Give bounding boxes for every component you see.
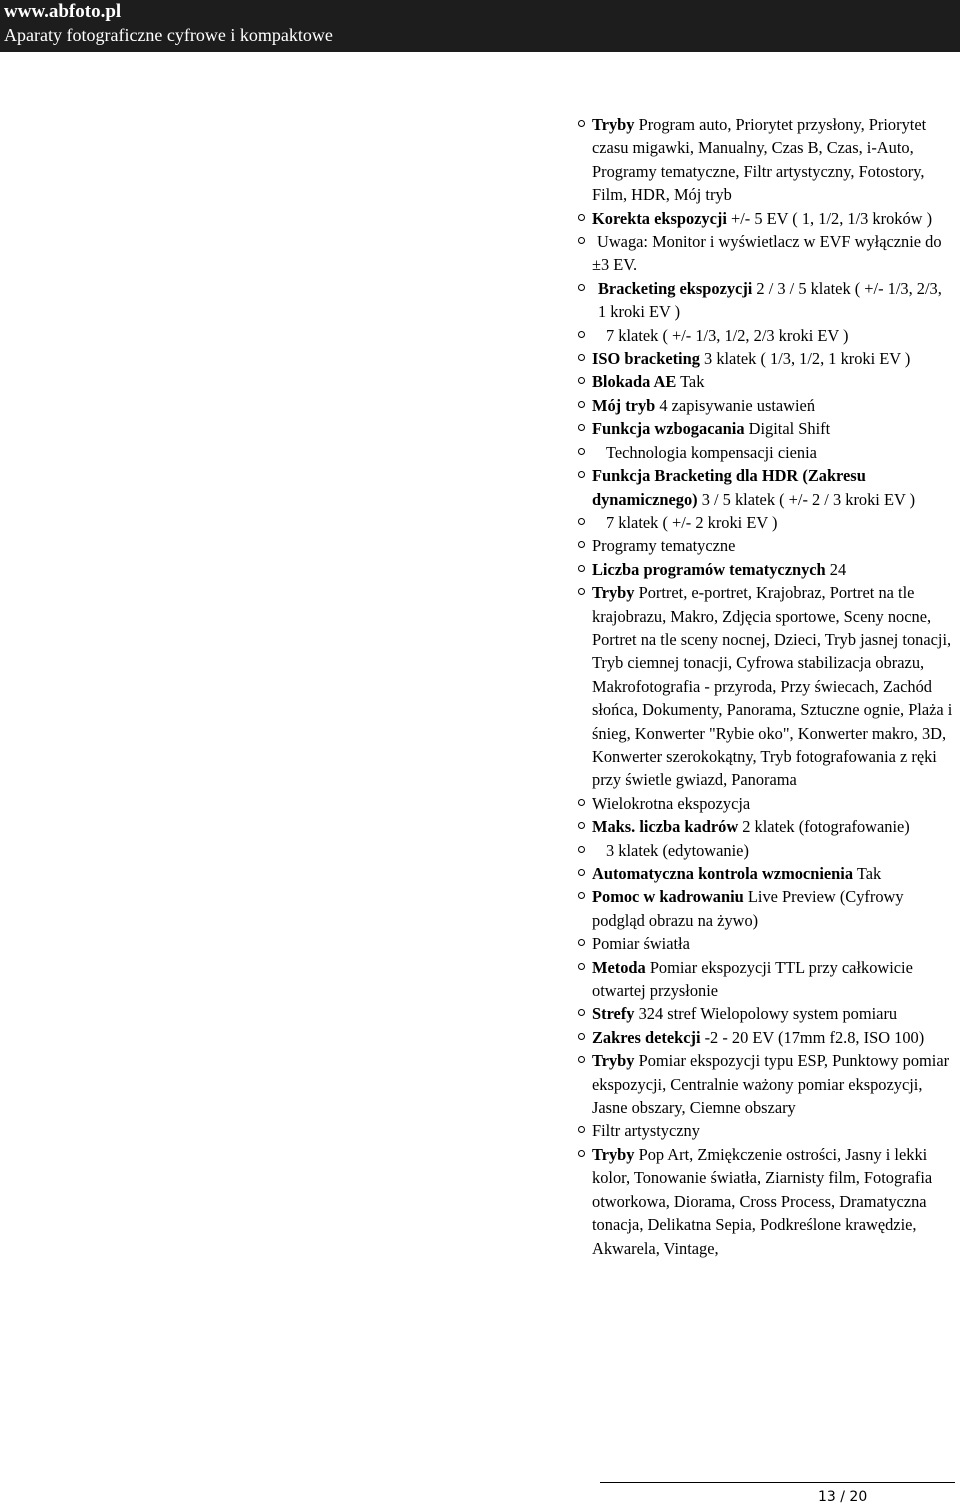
spec-item: Funkcja Bracketing dla HDR (Zakresu dynamicznego) 3 / 5 klatek ( +/- 2 / 3 kroki EV ): [592, 464, 954, 511]
circle-bullet-icon: [578, 869, 585, 876]
spec-item: Blokada AE Tak: [592, 370, 954, 393]
circle-bullet-icon: [578, 822, 585, 829]
circle-bullet-icon: [578, 588, 585, 595]
spec-list: [0, 113, 960, 1260]
circle-bullet-icon: [578, 1126, 585, 1133]
circle-bullet-icon: [578, 120, 585, 127]
footer-divider: [600, 1482, 955, 1483]
page-header: [0, 0, 960, 52]
spec-item: Liczba programów tematycznych 24: [592, 558, 954, 581]
circle-bullet-icon: [578, 846, 585, 853]
spec-item: Maks. liczba kadrów 2 klatek (fotografowanie): [592, 815, 954, 838]
circle-bullet-icon: [578, 331, 585, 338]
spec-item: Mój tryb 4 zapisywanie ustawień: [592, 394, 954, 417]
circle-bullet-icon: [578, 401, 585, 408]
circle-bullet-icon: [578, 963, 585, 970]
circle-bullet-icon: [578, 284, 585, 291]
circle-bullet-icon: [578, 214, 585, 221]
circle-bullet-icon: [578, 424, 585, 431]
circle-bullet-icon: [578, 354, 585, 361]
spec-item: Tryby Pop Art, Zmiękczenie ostrości, Jasny i lekki kolor, Tonowanie światła, Ziarnisty film, Fotografia otworkowa, Diorama, Cross Process, Dramatyczna tonacja, Delikatna Sepia, Podkreślone krawędzie, Akwarela, Vintage,: [592, 1143, 954, 1260]
spec-item: Strefy 324 stref Wielopolowy system pomiaru: [592, 1002, 954, 1025]
document-subtitle: Aparaty fotograficzne cyfrowe i kompaktowe: [4, 25, 333, 45]
circle-bullet-icon: [578, 1150, 585, 1157]
spec-item: Pomoc w kadrowaniu Live Preview (Cyfrowy podgląd obrazu na żywo): [592, 885, 954, 932]
spec-item: Tryby Pomiar ekspozycji typu ESP, Punktowy pomiar ekspozycji, Centralnie ważony pomiar ekspozycji, Jasne obszary, Ciemne obszary: [592, 1049, 954, 1119]
circle-bullet-icon: [578, 565, 585, 572]
circle-bullet-icon: [578, 1009, 585, 1016]
spec-item: Automatyczna kontrola wzmocnienia Tak: [592, 862, 954, 885]
page-number: 13 / 20: [818, 1489, 868, 1505]
spec-item: Filtr artystyczny: [592, 1119, 954, 1142]
spec-item: Wielokrotna ekspozycja: [592, 792, 954, 815]
spec-item: Technologia kompensacji cienia: [606, 441, 956, 464]
circle-bullet-icon: [578, 1056, 585, 1063]
circle-bullet-icon: [578, 448, 585, 455]
spec-item: 7 klatek ( +/- 2 kroki EV ): [606, 511, 956, 534]
circle-bullet-icon: [578, 1033, 585, 1040]
spec-item: 7 klatek ( +/- 1/3, 1/2, 2/3 kroki EV ): [606, 324, 956, 347]
spec-item: Korekta ekspozycji +/- 5 EV ( 1, 1/2, 1/3 kroków ): [592, 207, 954, 230]
spec-item: Funkcja wzbogacania Digital Shift: [592, 417, 954, 440]
spec-item: Tryby Portret, e-portret, Krajobraz, Portret na tle krajobrazu, Makro, Zdjęcia sportowe, Sceny nocne, Portret na tle sceny nocnej, Dzieci, Tryb jasnej tonacji, Tryb ciemnej tonacji, Cyfrowa stabilizacja obrazu, Makrofotografia - przyroda, Przy świecach, Zachód słońca, Dokumenty, Panorama, Sztuczne ognie, Plaża i śnieg, Konwerter "Rybie oko", Konwerter makro, 3D, Konwerter szerokokątny, Tryb fotografowania z ręki przy świetle gwiazd, Panorama: [592, 581, 954, 792]
spec-item: Zakres detekcji -2 - 20 EV (17mm f2.8, ISO 100): [592, 1026, 954, 1049]
spec-item: Pomiar światła: [592, 932, 954, 955]
circle-bullet-icon: [578, 939, 585, 946]
circle-bullet-icon: [578, 237, 585, 244]
spec-item: Uwaga: Monitor i wyświetlacz w EVF wyłącznie do ±3 EV.: [592, 230, 954, 277]
circle-bullet-icon: [578, 541, 585, 548]
spec-item: 3 klatek (edytowanie): [606, 839, 956, 862]
spec-item: Metoda Pomiar ekspozycji TTL przy całkowicie otwartej przysłonie: [592, 956, 954, 1003]
spec-item: ISO bracketing 3 klatek ( 1/3, 1/2, 1 kroki EV ): [592, 347, 954, 370]
spec-item: Programy tematyczne: [592, 534, 954, 557]
spec-item: Tryby Program auto, Priorytet przysłony, Priorytet czasu migawki, Manualny, Czas B, Czas, i-Auto, Programy tematyczne, Filtr artystyczny, Fotostory, Film, HDR, Mój tryb: [592, 113, 954, 207]
circle-bullet-icon: [578, 471, 585, 478]
site-name: www.abfoto.pl: [4, 1, 122, 22]
circle-bullet-icon: [578, 518, 585, 525]
spec-item: Bracketing ekspozycji 2 / 3 / 5 klatek ( +/- 1/3, 2/3, 1 kroki EV ): [598, 277, 954, 324]
circle-bullet-icon: [578, 377, 585, 384]
circle-bullet-icon: [578, 892, 585, 899]
circle-bullet-icon: [578, 799, 585, 806]
